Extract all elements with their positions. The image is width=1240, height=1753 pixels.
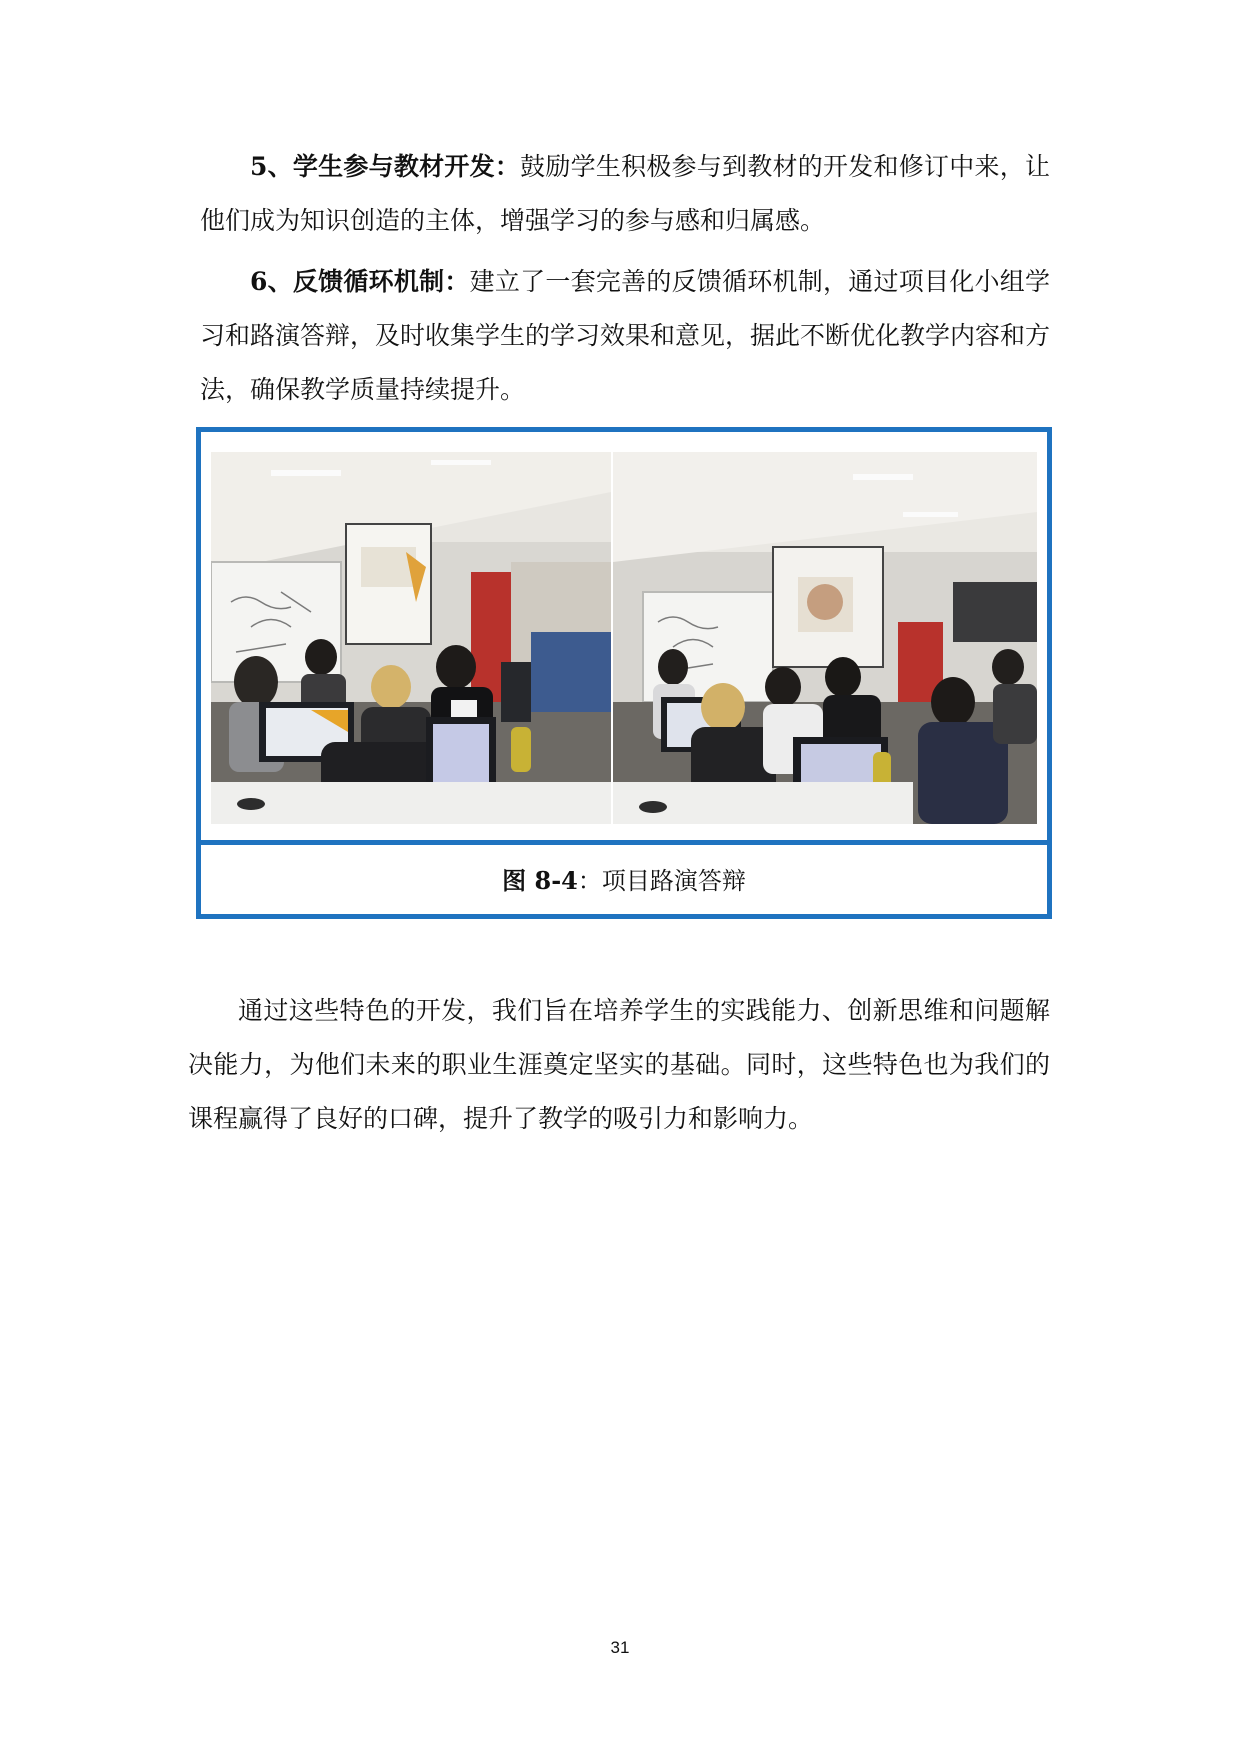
classroom-photo-left — [211, 452, 611, 824]
item-6-text: 建立了一套完善的反馈循环机制，通过项目化小组学习和路演答辩，及时收集学生的学习效果和意见，据此不断优化教学内容和方法，确保教学质量持续提升。 — [200, 267, 1051, 404]
figure-divider — [201, 840, 1047, 845]
item-6-heading: 6、反馈循环机制： — [250, 267, 470, 296]
paragraph-item-5 — [200, 140, 1050, 248]
figure-caption-separator: ： — [577, 867, 602, 895]
figure-caption — [201, 848, 1047, 914]
figure-title: 项目路演答辩 — [601, 867, 746, 895]
figure-photos — [211, 452, 1037, 824]
page-number: 31 — [610, 1638, 630, 1657]
figure-label: 图 8-4 — [502, 866, 578, 895]
classroom-photo-right — [613, 452, 1037, 824]
figure-8-4 — [196, 427, 1052, 919]
summary-paragraph: 通过这些特色的开发，我们旨在培养学生的实践能力、创新思维和问题解决能力，为他们未来的职业生涯奠定坚实的基础。同时，这些特色也为我们的课程赢得了良好的口碑，提升了教学的吸引力和影响力。 — [188, 996, 1050, 1133]
item-5-text: 鼓励学生积极参与到教材的开发和修订中来，让他们成为知识创造的主体，增强学习的参与感和归属感。 — [200, 152, 1050, 235]
item-5-heading: 5、学生参与教材开发： — [250, 152, 521, 181]
paragraph-item-6 — [200, 255, 1050, 417]
